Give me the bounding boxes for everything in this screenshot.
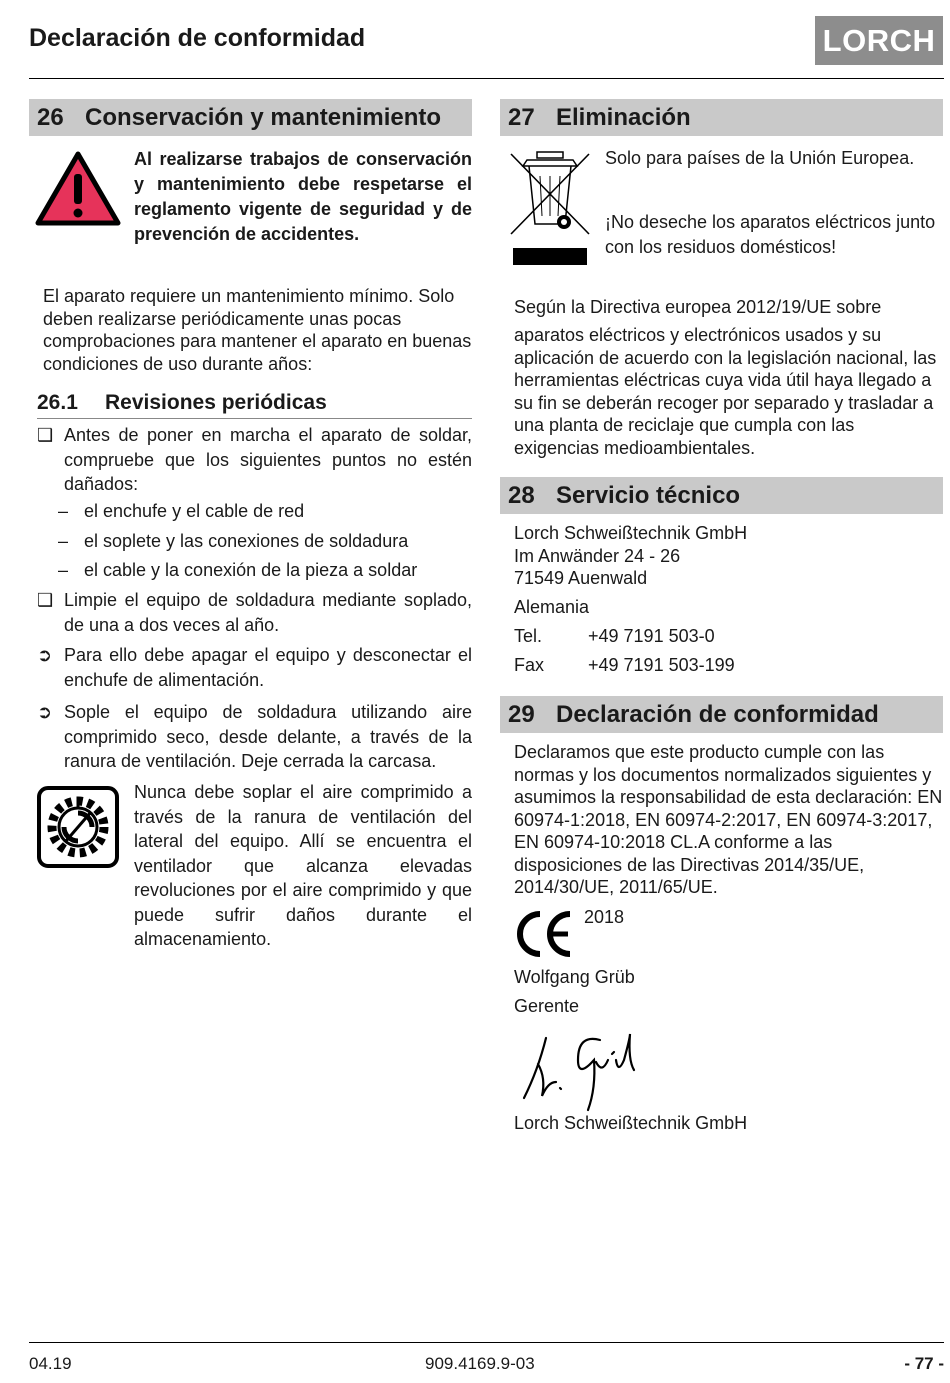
dash-bullet: – <box>58 531 69 551</box>
subsection-number: 26.1 <box>37 391 78 414</box>
signer-role: Gerente <box>514 996 580 1016</box>
handwritten-signature <box>516 1030 646 1112</box>
section-number: 27 <box>508 104 535 131</box>
section-27-heading <box>500 99 943 136</box>
phone-label: Tel. <box>514 626 543 646</box>
checkbox-bullet-icon: ❑ <box>37 590 54 610</box>
ce-mark-icon <box>514 908 576 960</box>
list-item-text: Para ello debe apagar el equipo y desconectar el enchufe de alimentación. <box>64 645 472 690</box>
header-rule <box>29 78 944 79</box>
ventilation-warning-note: Nunca debe soplar el aire comprimido a través de la ranura de ventilación del lateral del equipo. Allí se encuentra el ventilador que alcanza elevadas revoluciones por el aire comprimido y que puede sufrir daños durante el almacenamiento. <box>134 782 472 949</box>
fax-number: +49 7191 503-199 <box>588 655 735 675</box>
list-item <box>37 700 472 774</box>
warning-text: Al realizarse trabajos de conservación y mantenimiento debe respetarse el reglamento vigente de seguridad y de prevención de accidentes. <box>134 149 472 244</box>
section-title: Servicio técnico <box>556 482 741 509</box>
dash-bullet: – <box>58 560 69 580</box>
list-item-text: Limpie el equipo de soldadura mediante soplado, de una a dos veces al año. <box>64 590 472 635</box>
subsection-26-1-heading <box>37 391 472 419</box>
ce-year: 2018 <box>584 907 625 927</box>
dash-bullet: – <box>58 501 69 521</box>
section-29-heading <box>500 696 943 733</box>
section-title: Eliminación <box>556 104 691 131</box>
list-item-text: el soplete y las conexiones de soldadura <box>84 531 409 551</box>
list-item-text: el cable y la conexión de la pieza a soldar <box>84 560 418 580</box>
list-item <box>58 558 472 583</box>
arrow-bullet-icon: ➲ <box>37 645 53 665</box>
directive-text-line-1: Según la Directiva europea 2012/19/UE sobre <box>514 297 882 317</box>
page-header-title: Declaración de conformidad <box>29 24 366 52</box>
subsection-title: Revisiones periódicas <box>105 391 327 414</box>
section-number: 28 <box>508 482 535 509</box>
warning-triangle-icon <box>35 150 121 228</box>
section-title: Declaración de conformidad <box>556 701 879 728</box>
service-phone <box>514 625 715 648</box>
list-item <box>58 499 472 524</box>
fax-label: Fax <box>514 655 545 675</box>
service-city: 71549 Auenwald <box>514 568 648 588</box>
list-item <box>37 423 472 497</box>
section-title: Conservación y mantenimiento <box>85 104 442 131</box>
lorch-logo: LORCH <box>815 16 943 65</box>
section-number: 29 <box>508 701 535 728</box>
maintenance-intro: El aparato requiere un mantenimiento mínimo. Solo deben realizarse periódicamente unas pocas comprobaciones para mantener el aparato en buenas condiciones de uso durante años: <box>43 286 472 374</box>
list-item-text: Sople el equipo de soldadura utilizando aire comprimido seco, desde delante, a través de la ranura de ventilación. Deje cerrada la carcasa. <box>64 702 472 771</box>
service-fax <box>514 654 735 677</box>
section-number: 26 <box>37 104 64 131</box>
arrow-bullet-icon: ➲ <box>37 702 53 722</box>
footer-doc-number: 909.4169.9-03 <box>425 1354 535 1373</box>
service-company: Lorch Schweißtechnik GmbH <box>514 523 748 543</box>
footer-rule <box>29 1342 944 1343</box>
footer-date: 04.19 <box>29 1354 72 1373</box>
crossed-out-wheelie-bin-icon <box>507 148 593 268</box>
service-country: Alemania <box>514 597 590 617</box>
section-28-heading <box>500 477 943 514</box>
signer-name: Wolfgang Grüb <box>514 967 635 987</box>
service-address <box>514 522 944 590</box>
list-item-text: Antes de poner en marcha el aparato de soldar, compruebe que los siguientes puntos no estén dañados: <box>64 425 472 494</box>
page-number: - 77 - <box>904 1354 944 1373</box>
phone-number: +49 7191 503-0 <box>588 626 715 646</box>
conformity-text: Declaramos que este producto cumple con las normas y los documentos normalizados siguientes y asumimos la responsabilidad de esta declaración: EN 60974-1:2018, EN 60974-2:2017, EN 60974-3:2017, EN 60974-10:2018 CL.A conforme a las disposiciones de las Directivas 2014/35/UE, 2014/30/UE, 2011/65/UE. <box>514 742 943 897</box>
checkbox-bullet-icon: ❑ <box>37 425 54 445</box>
list-item <box>37 643 472 692</box>
section-26-heading <box>29 99 472 136</box>
fan-damage-gear-icon <box>36 785 120 869</box>
list-item-text: el enchufe y el cable de red <box>84 501 305 521</box>
service-street: Im Anwänder 24 - 26 <box>514 545 681 566</box>
eu-only-text: Solo para países de la Unión Europea. <box>605 148 915 168</box>
directive-text: aparatos eléctricos y electrónicos usados y su aplicación de acuerdo con la legislación nacional, las herramientas eléctricas cuya vida útil haya llegado a su fin se deberán recoger por separado y trasladar a una planta de reciclaje que cumpla con las exigencias medioambientales. <box>514 325 937 458</box>
signer-company: Lorch Schweißtechnik GmbH <box>514 1113 748 1133</box>
list-item <box>37 588 472 637</box>
no-dispose-text: ¡No deseche los aparatos eléctricos junto con los residuos domésticos! <box>605 212 936 257</box>
list-item <box>58 529 472 554</box>
